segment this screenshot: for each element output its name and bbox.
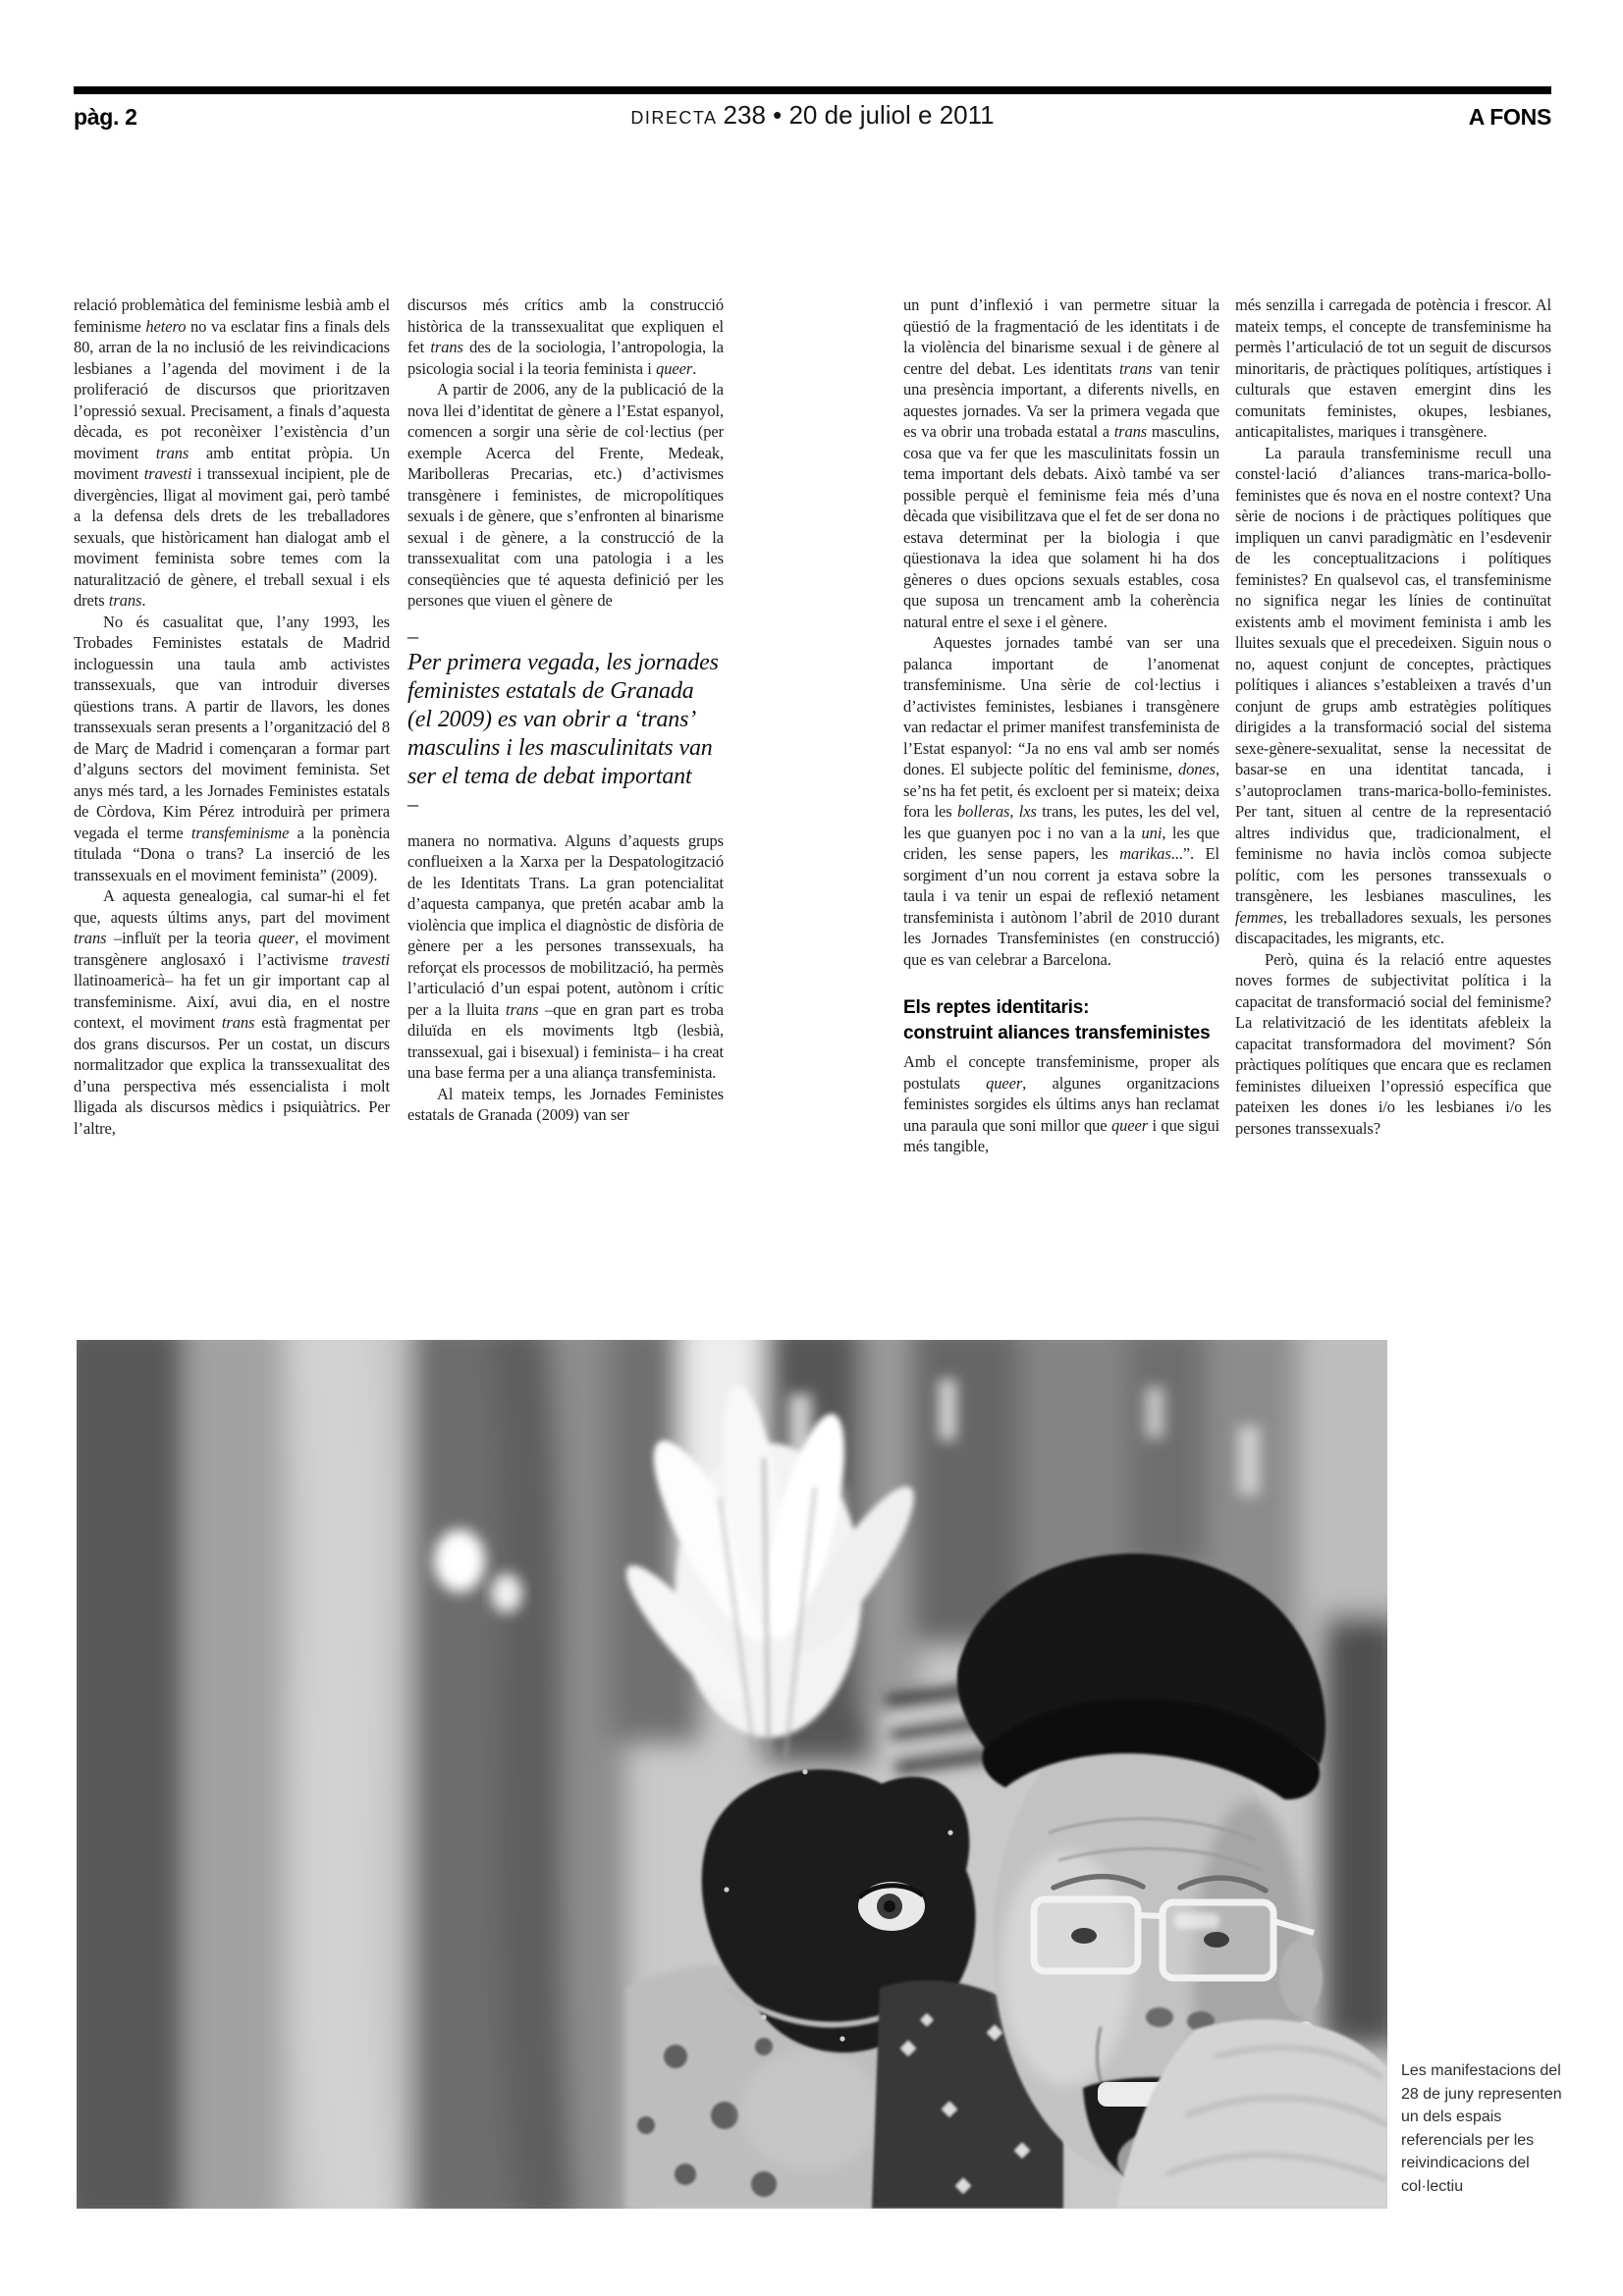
article-paragraph: Al mateix temps, les Jornades Feministes estatals de Granada (2009) van ser [407, 1084, 724, 1124]
masthead-name: DIRECTA [630, 108, 718, 128]
section-subhead [903, 995, 1219, 1046]
header-rule [74, 86, 1551, 94]
article-paragraph: més senzilla i carregada de potència i frescor. Al mateix temps, el concepte de transfeminisme ha permès l’articulació de tot un seguit de discursos minoritaris, de pràctiques polítiques, artístiques i culturals que estaven emergint dins les comunitats feministes, okupes, lesbianes, anticapitalistes, mariques i transgènere. [1235, 295, 1551, 441]
page-header [74, 100, 1551, 135]
article-paragraph: relació problemàtica del feminisme lesbià amb el feminisme hetero no va esclatar fins a finals dels 80, arran de la no inclusió de les reivindicacions lesbianes a l’agenda del moviment i de la proliferació de discursos que prioritzaven l’opressió sexual. Precisament, a finals d’aquesta dècada, es pot reconèixer l’existència d’un moviment trans amb entitat pròpia. Un moviment travesti i transsexual incipient, ple de divergències, lligat al moviment gai, però també a la defensa dels drets de les treballadores sexuals, que històricament han dialogat amb el moviment feminista sobre temes com la naturalització de gènere, el treball sexual i els drets trans. [74, 295, 391, 610]
subhead-line-2: construint aliances transfeministes [903, 1023, 1211, 1043]
article-paragraph: manera no normativa. Alguns d’aquests grups conflueixen a la Xarxa per la Despatologització de les Identitats Trans. La gran potencialitat d’aquesta campanya, que pretén acabar amb la violència que implica el diagnòstic de disfòria de gènere per a les persones transsexuals, ha reforçat els processos de mobilització, ha permès l’articulació d’un espai potent, autònom i crític per a la lluita trans –que en gran part es troba diluïda en els moviments ltgb (lesbià, transsexual, gai i bisexual) i feminista– i ha creat una base ferma per a una aliança transfeminista. [407, 830, 724, 1082]
flag-background [77, 1340, 626, 2209]
page-number-label: pàg. 2 [74, 104, 137, 130]
article-paragraph: No és casualitat que, l’any 1993, les Trobades Feministes estatals de Madrid incloguessin una taula amb activistes transsexuals, que van introduir diverses qüestions trans. A partir de llavors, les dones transsexuals seran presents a l’organització del 8 de Març de Madrid i començaran a formar part d’alguns sectors del moviment feminista. Set anys més tard, a les Jornades Feministes estatals de Còrdova, Kim Pérez introduirà per primera vegada el terme transfeminisme a la ponència titulada “Dona o trans? La inserció de les transsexuals en el moviment feminista” (2009). [74, 612, 390, 884]
issue-line [74, 100, 1551, 131]
article-column-3 [903, 294, 1219, 1157]
pull-quote-text: Per primera vegada, les jornades feministes estatals de Granada (el 2009) es van obrir a ‘trans’ masculins i les masculinitats van ser el tema de debat important [407, 649, 719, 789]
subhead-line-1: Els reptes identitaris: [903, 997, 1090, 1018]
article-paragraph: A partir de 2006, any de la publicació de la nova llei d’identitat de gènere a l’Estat espanyol, comencen a sorgir una sèrie de col·lectius (per exemple Acerca del Frente, Medeak, Maribolleras Precarias, etc.) d’activismes transgènere i feministes, de micropolítiques sexuals i de gènere, que s’enfronten al binarisme sexual i de gènere, a la construcció de la transsexualitat com una patologia i a les conseqüències que té aquesta definició per les persones que viuen el gènere de [407, 380, 724, 610]
article-paragraph: Aquestes jornades també van ser una palanca important de l’anomenat transfeminisme. Una sèrie de col·lectius i d’activistes feministes, lesbianes i transgènere van redactar el primer manifest transfeminista de l’Estat espanyol: “Ja no ens val amb ser només dones. El subjecte polític del feminisme, dones, se’ns ha fet petit, és excloent per si mateix; deixa fora les bolleras, lxs trans, les putes, les del vel, les que guanyen poc i no van a la uni, les que criden, les sense papers, les marikas...”. El sorgiment d’un nou corrent ja estava sobre la taula i va tenir un espai de reflexió netament transfeminista i autònom l’abril de 2010 durant les Jornades Transfeministes (en construcció) que es van celebrar a Barcelona. [903, 633, 1220, 969]
section-label: A FONS [1468, 104, 1551, 130]
right-eye [1204, 1932, 1229, 1948]
article-paragraph: A aquesta genealogia, cal sumar-hi el fet que, aquests últims anys, part del moviment trans –influït per la teoria queer, el moviment transgènere anglosaxó i l’activisme travesti llatinoamericà– ha fet un gir important cap al transfeminisme. Així, avui dia, en el nostre context, el moviment trans està fragmentat per dos grans discursos. Per un costat, un discurs normalitzador que explica la transsexualitat des d’una perspectiva més essencialista i molt lligada als discursos mèdics i psiquiàtrics. Per l’altre, [74, 886, 391, 1138]
photo-caption: Les manifestacions del 28 de juny representen un dels espais referencials per les reivindicacions del col·lectiu [1401, 2062, 1562, 2195]
article-photo [77, 1340, 1387, 2209]
article-column-4 [1235, 294, 1551, 1139]
article-paragraph: un punt d’inflexió i van permetre situar la qüestió de la fragmentació de les identitats i de la violència del binarisme sexual i de gènere al centre del debat. Les identitats trans van tenir una presència important, a diferents nivells, en aquestes jornades. Va ser la primera vegada que es va obrir una trobada estatal a trans masculins, cosa que va fer que les masculinitats fossin un tema important dels debats. Això també va ser possible perquè el feminisme feia més d’una dècada que visibilitzava que el fet de ser dona no estava determinat per la biologia i que qüestionava la idea que solament hi ha dos gèneres o dues opcions sexuals estables, cosa que suposa un trencament amb la coherència natural entre el sexe i el gènere. [903, 295, 1219, 631]
photo-illustration [77, 1340, 1387, 2209]
article-column-1 [74, 294, 390, 1139]
article-paragraph: Amb el concepte transfeminisme, proper als postulats queer, algunes organitzacions feministes sorgides els últims anys han reclamat una paraula que soni millor que queer i que sigui més tangible, [903, 1052, 1219, 1155]
flag-highlight [434, 1529, 485, 1592]
masked-person-cheek [742, 2050, 880, 2171]
article-column-2 [407, 294, 724, 1126]
flag-highlight-2 [491, 1574, 522, 1613]
article-paragraph: La paraula transfeminisme recull una constel·lació d’aliances trans-marica-bollo-feministes que és nova en el nostre context? Una sèrie de nocions i de pràctiques polítiques que impliquen un canvi paradigmàtic en l’esdevenir de les conceptualitzacions i polítiques feministes? En qualsevol cas, el transfeminisme no significa negar les línies de continuïtat existents amb el moviment feminista i amb les lluites sexuals que el precedeixen. Siguin nous o no, aquest conjunt de conceptes, pràctiques polítiques i aliances s’estableixen a través d’un conjunt de grups amb estratègies polítiques dirigides a la transformació social del sistema sexe-gènere-sexualitat, sense la necessitat de basar-se en una identitat tancada, i s’autoproclamen trans-marica-bollo-feministes. Per tant, situen al centre de la representació altres individus que, tradicionalment, el feminisme no havia inclòs comoa subjecte polític, com les persones transsexuals o transgènere, les lesbianes masculines, les femmes, les treballadores sexuals, les persones discapacitades, les migrants, etc. [1235, 443, 1551, 947]
pull-quote-dash-top: – [407, 622, 418, 648]
article-paragraph: Però, quina és la relació entre aquestes noves formes de subjectivitat política i la capacitat de transformació social del feminisme? La relativització de les identitats afebleix la capacitat transformadora del moviment? Són pràctiques polítiques que encara que es reclamen feministes dilueixen l’opressió específica que pateixen les dones i/o les lesbianes i/o les persones transsexuals? [1235, 949, 1551, 1138]
pull-quote [407, 623, 724, 817]
left-eye [1071, 1928, 1097, 1944]
ear [1279, 1941, 1323, 2015]
pull-quote-dash-bottom: – [407, 790, 418, 816]
article-paragraph: discursos més crítics amb la construcció històrica de la transsexualitat que expliquen el fet trans des de la sociologia, l’antropologia, la psicologia social i la teoria feminista i queer. [407, 295, 724, 378]
issue-date: 238 • 20 de juliol e 2011 [723, 100, 995, 130]
